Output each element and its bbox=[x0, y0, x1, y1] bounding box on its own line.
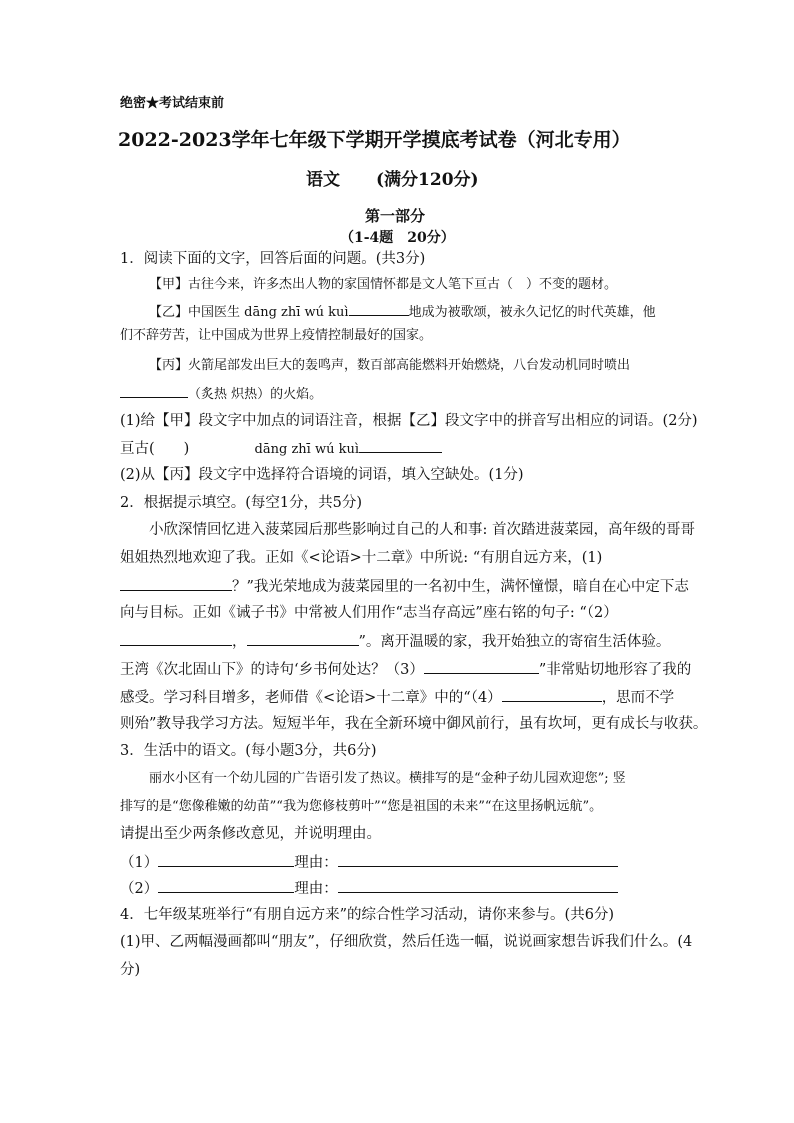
q2-line5 bbox=[120, 631, 670, 652]
q2-line3-text: ？”我光荣地成为菠菜园里的一名初中生，满怀憧憬，暗自在心中定下志 bbox=[232, 579, 689, 595]
q1-sub1-blank[interactable] bbox=[359, 438, 442, 453]
q2-line6 bbox=[120, 659, 691, 680]
part-heading: 第一部分 bbox=[365, 207, 426, 225]
q3-passage-line2: 排写的是“您像稚嫩的幼苗”“我为您修枝剪叶”“您是祖国的未来”“在这里扬帆远航”。 bbox=[120, 799, 603, 814]
q3-instruction: 请提出至少两条修改意见，并说明理由。 bbox=[120, 826, 381, 842]
q3-item1-blank[interactable] bbox=[158, 852, 294, 867]
part-range: （1-4题 20分） bbox=[340, 230, 455, 246]
q3-item2-label: （2） bbox=[120, 881, 159, 897]
q3-item2-reason-blank[interactable] bbox=[338, 878, 618, 893]
exam-title: 2022-2023学年七年级下学期开学摸底考试卷（河北专用） bbox=[118, 129, 631, 151]
q2-blank-2b[interactable] bbox=[247, 631, 359, 646]
q3-item2-blank[interactable] bbox=[158, 878, 294, 893]
q1-passage-jia: 【甲】古往今来，许多杰出人物的家国情怀都是文人笔下亘古（ ）不变的题材。 bbox=[149, 277, 618, 292]
q2-line8: 则殆”教导我学习方法。短短半年，我在全新环境中御风前行，虽有坎坷，更有成长与收获。 bbox=[120, 716, 708, 732]
q2-line3 bbox=[120, 576, 689, 597]
q1-bing-blank[interactable] bbox=[120, 383, 188, 398]
q2-line5-sep: ， bbox=[232, 634, 247, 650]
q1-sub1-answer-line bbox=[120, 438, 442, 460]
q3-item1-reason-blank[interactable] bbox=[338, 852, 618, 867]
q2-line4: 向与目标。正如《诫子书》中常被人们用作“志当存高远”座右铭的句子: “（2） bbox=[120, 605, 618, 621]
q1-passage-yi-line2: 们不辞劳苦，让中国成为世界上疫情控制最好的国家。 bbox=[120, 328, 433, 343]
q2-blank-4[interactable] bbox=[502, 687, 602, 702]
q2-line2: 姐姐热烈地欢迎了我。正如《<论语>十二章》中所说: “有朋自远方来，(1) bbox=[120, 550, 603, 566]
q3-answer-2 bbox=[120, 878, 618, 899]
q2-blank-1[interactable] bbox=[120, 576, 232, 591]
q3-stem: 3．生活中的语文。(每小题3分，共6分) bbox=[120, 743, 377, 759]
q2-blank-3[interactable] bbox=[424, 659, 539, 674]
q2-stem: 2．根据提示填空。(每空1分，共5分) bbox=[120, 495, 362, 511]
q1-sub1-word: 亘古( ) bbox=[120, 441, 190, 457]
q1-passage-bing-line1: 【丙】火箭尾部发出巨大的轰鸣声，数百部高能燃料开始燃烧，八台发动机同时喷出 bbox=[149, 358, 631, 373]
q1-yi-blank[interactable] bbox=[349, 301, 409, 316]
q2-line7-a: 感受。学习科目增多，老师借《<论语>十二章》中的“（4） bbox=[120, 690, 502, 706]
q1-yi-part-a: 【乙】中国医生 dāng zhī wú kuì bbox=[149, 305, 349, 320]
q2-line5-text: ”。离开温暖的家，我开始独立的寄宿生活体验。 bbox=[358, 634, 671, 650]
q1-yi-part-b: 地成为被歌颂，被永久记忆的时代英雄，他 bbox=[408, 305, 656, 320]
q2-line7-b: ，思而不学 bbox=[601, 690, 675, 706]
q3-answer-1 bbox=[120, 852, 618, 873]
q4-sub1-line2: 分) bbox=[120, 962, 141, 978]
q1-sub1-pinyin: dāng zhī wú kuì bbox=[254, 442, 359, 457]
q2-blank-2a[interactable] bbox=[120, 631, 232, 646]
q1-stem: 1．阅读下面的文字，回答后面的问题。(共3分) bbox=[120, 251, 426, 267]
q3-item1-reason-label: 理由： bbox=[294, 855, 338, 871]
subject-name: 语文 bbox=[306, 170, 340, 190]
q1-bing-text: （炙热 炽热）的火焰。 bbox=[188, 387, 323, 402]
q1-passage-yi-line1 bbox=[149, 301, 656, 323]
q3-item1-label: （1） bbox=[120, 855, 159, 871]
full-score: (满分120分) bbox=[376, 170, 479, 190]
q1-passage-bing-line2 bbox=[120, 383, 322, 405]
q4-stem: 4．七年级某班举行“有朋自远方来”的综合性学习活动，请你来参与。(共6分) bbox=[120, 907, 615, 923]
subject-line bbox=[306, 168, 479, 192]
confidential-label: 绝密★考试结束前 bbox=[120, 96, 225, 111]
q3-item2-reason-label: 理由： bbox=[294, 881, 338, 897]
q1-sub2: (2)从【丙】段文字中选择符合语境的词语，填入空缺处。(1分) bbox=[120, 467, 524, 483]
q2-line6-a: 王湾《次北固山下》的诗句‘乡书何处达？（3） bbox=[120, 662, 424, 678]
q2-line1: 小欣深情回忆进入菠菜园后那些影响过自己的人和事: 首次踏进菠菜园，高年级的哥哥 bbox=[149, 522, 695, 538]
q2-line7 bbox=[120, 687, 674, 708]
q3-passage-line1: 丽水小区有一个幼儿园的广告语引发了热议。横排写的是“金种子幼儿园欢迎您”; 竖 bbox=[149, 771, 626, 786]
q1-sub1: (1)给【甲】段文字中加点的词语注音，根据【乙】段文字中的拼音写出相应的词语。(2分) bbox=[120, 413, 698, 429]
q4-sub1-line1: (1)甲、乙两幅漫画都叫“朋友”，仔细欣赏，然后任选一幅，说说画家想告诉我们什么。(4 bbox=[120, 934, 693, 950]
q2-line6-b: ”非常贴切地形容了我的 bbox=[538, 662, 692, 678]
